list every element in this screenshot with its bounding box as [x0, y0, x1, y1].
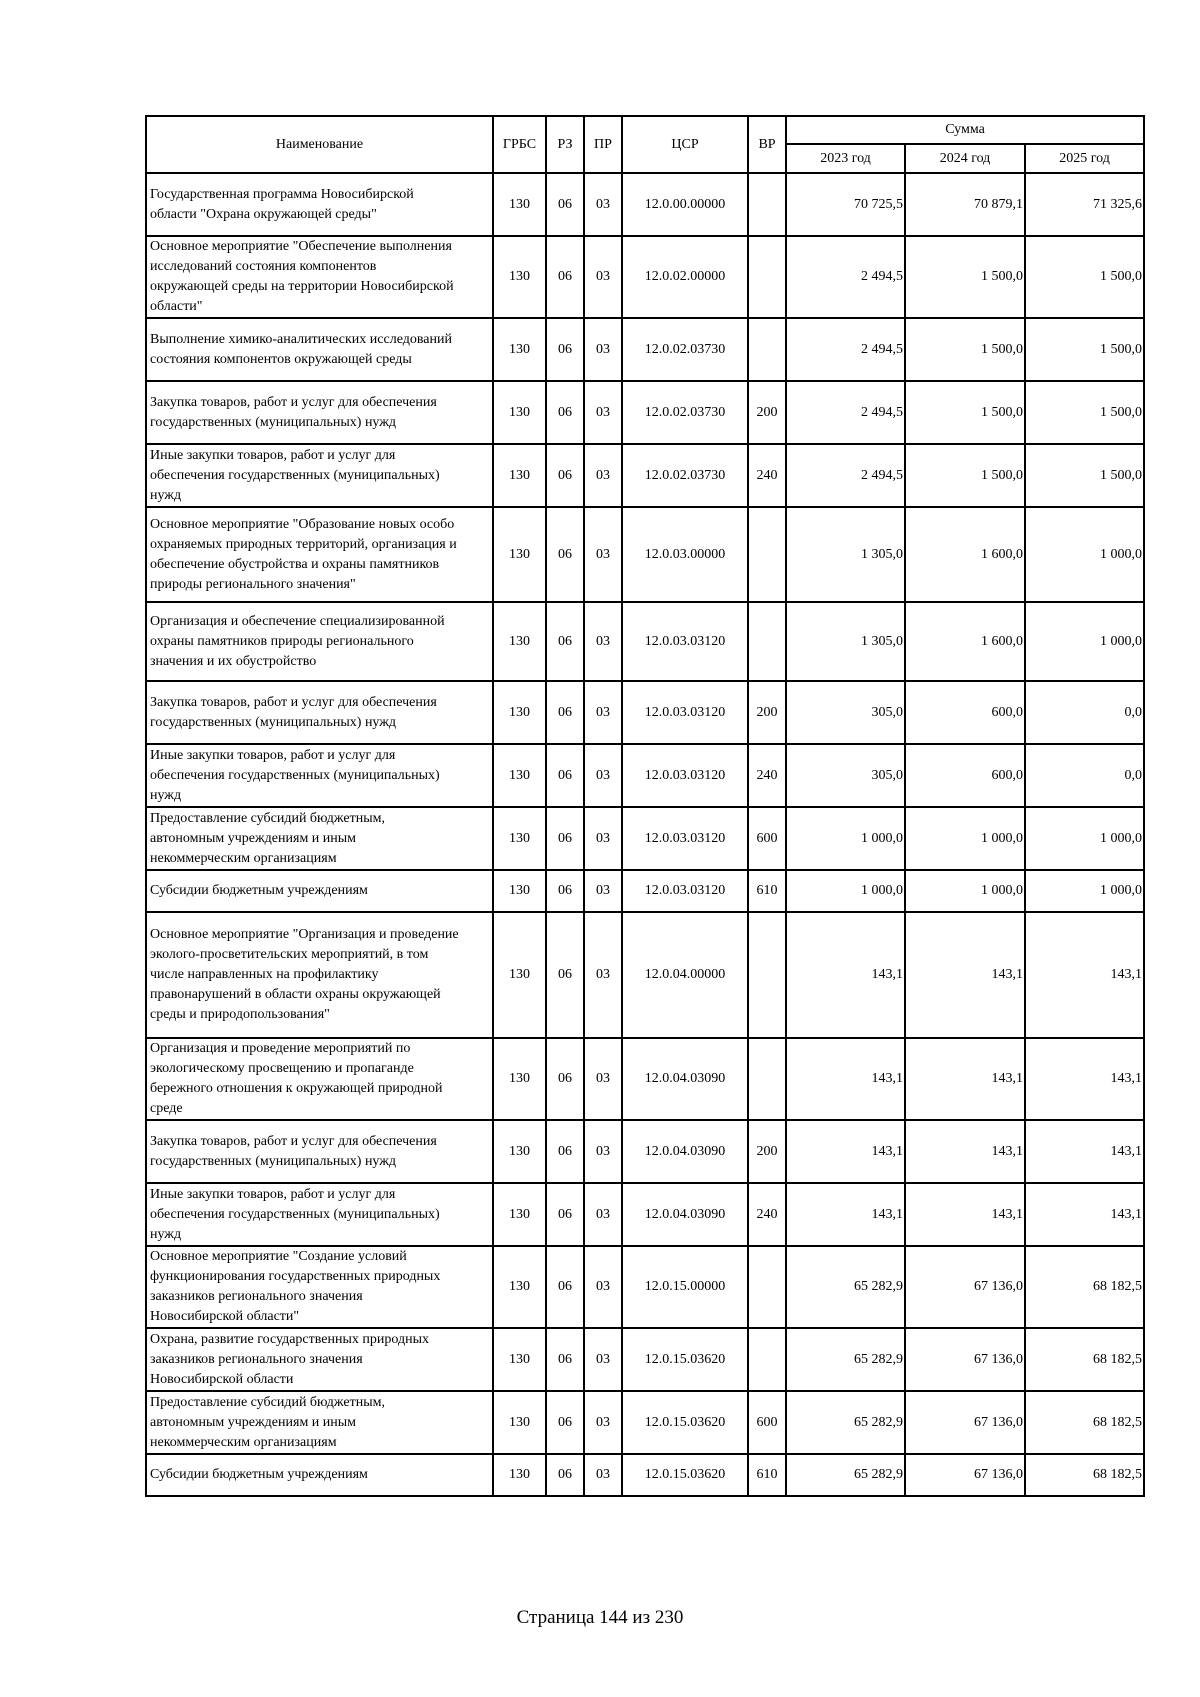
row-sum-2023: 65 282,9 [786, 1246, 905, 1328]
row-csr: 12.0.15.03620 [622, 1391, 748, 1454]
row-sum-2023: 143,1 [786, 1120, 905, 1183]
row-csr: 12.0.04.03090 [622, 1120, 748, 1183]
header-year-2023: 2023 год [786, 144, 905, 173]
row-rz: 06 [546, 1120, 584, 1183]
row-pr: 03 [584, 1454, 622, 1496]
row-vr [748, 1038, 786, 1120]
row-vr [748, 1328, 786, 1391]
row-sum-2025: 0,0 [1025, 744, 1144, 807]
row-sum-2024: 67 136,0 [905, 1328, 1025, 1391]
row-sum-2024: 1 600,0 [905, 602, 1025, 681]
row-name: Субсидии бюджетным учреждениям [146, 870, 493, 912]
table-row [146, 681, 1144, 744]
table-row [146, 1328, 1144, 1391]
row-rz: 06 [546, 807, 584, 870]
row-sum-2025: 68 182,5 [1025, 1454, 1144, 1496]
row-name: Закупка товаров, работ и услуг для обеспечения государственных (муниципальных) нужд [146, 381, 493, 444]
row-rz: 06 [546, 444, 584, 507]
row-rz: 06 [546, 1183, 584, 1246]
row-grbs: 130 [493, 912, 546, 1038]
row-vr: 200 [748, 681, 786, 744]
row-sum-2025: 1 500,0 [1025, 318, 1144, 381]
row-csr: 12.0.15.03620 [622, 1454, 748, 1496]
row-sum-2023: 1 305,0 [786, 507, 905, 602]
row-vr: 600 [748, 1391, 786, 1454]
row-csr: 12.0.15.03620 [622, 1328, 748, 1391]
row-vr: 200 [748, 1120, 786, 1183]
table-row [146, 870, 1144, 912]
row-pr: 03 [584, 602, 622, 681]
row-csr: 12.0.02.03730 [622, 318, 748, 381]
row-pr: 03 [584, 807, 622, 870]
row-vr: 610 [748, 1454, 786, 1496]
row-sum-2025: 68 182,5 [1025, 1328, 1144, 1391]
row-sum-2024: 1 000,0 [905, 870, 1025, 912]
table-row [146, 318, 1144, 381]
row-sum-2023: 2 494,5 [786, 318, 905, 381]
row-sum-2025: 1 000,0 [1025, 602, 1144, 681]
row-csr: 12.0.04.03090 [622, 1183, 748, 1246]
row-grbs: 130 [493, 602, 546, 681]
row-rz: 06 [546, 1454, 584, 1496]
row-grbs: 130 [493, 681, 546, 744]
row-grbs: 130 [493, 1120, 546, 1183]
row-vr [748, 318, 786, 381]
row-pr: 03 [584, 444, 622, 507]
row-vr [748, 173, 786, 236]
row-name: Закупка товаров, работ и услуг для обеспечения государственных (муниципальных) нужд [146, 1120, 493, 1183]
row-csr: 12.0.02.03730 [622, 444, 748, 507]
row-vr [748, 602, 786, 681]
row-pr: 03 [584, 173, 622, 236]
row-name: Основное мероприятие "Образование новых особо охраняемых природных территорий, организация и обеспечение обустройства и охраны памятников природы регионального значения" [146, 507, 493, 602]
row-sum-2023: 2 494,5 [786, 444, 905, 507]
row-sum-2023: 143,1 [786, 1038, 905, 1120]
row-name: Закупка товаров, работ и услуг для обеспечения государственных (муниципальных) нужд [146, 681, 493, 744]
row-sum-2025: 143,1 [1025, 1038, 1144, 1120]
row-rz: 06 [546, 318, 584, 381]
row-rz: 06 [546, 1328, 584, 1391]
row-sum-2025: 1 000,0 [1025, 507, 1144, 602]
row-sum-2024: 1 500,0 [905, 318, 1025, 381]
row-rz: 06 [546, 507, 584, 602]
table-row [146, 1183, 1144, 1246]
row-grbs: 130 [493, 1038, 546, 1120]
row-rz: 06 [546, 1038, 584, 1120]
row-sum-2023: 2 494,5 [786, 236, 905, 318]
row-vr [748, 236, 786, 318]
row-name: Основное мероприятие "Обеспечение выполнения исследований состояния компонентов окружающей среды на территории Новосибирской области" [146, 236, 493, 318]
row-sum-2023: 305,0 [786, 744, 905, 807]
row-sum-2025: 1 500,0 [1025, 381, 1144, 444]
row-pr: 03 [584, 870, 622, 912]
row-csr: 12.0.02.00000 [622, 236, 748, 318]
row-sum-2023: 143,1 [786, 1183, 905, 1246]
row-rz: 06 [546, 1246, 584, 1328]
header-row-top [146, 116, 1144, 144]
row-pr: 03 [584, 744, 622, 807]
header-pr: ПР [584, 116, 622, 173]
row-csr: 12.0.03.03120 [622, 807, 748, 870]
row-name: Предоставление субсидий бюджетным, автономным учреждениям и иным некоммерческим организациям [146, 1391, 493, 1454]
header-sum: Сумма [786, 116, 1144, 144]
row-sum-2023: 65 282,9 [786, 1328, 905, 1391]
row-csr: 12.0.02.03730 [622, 381, 748, 444]
row-csr: 12.0.04.00000 [622, 912, 748, 1038]
row-sum-2024: 1 500,0 [905, 236, 1025, 318]
row-vr: 240 [748, 744, 786, 807]
row-rz: 06 [546, 744, 584, 807]
row-name: Основное мероприятие "Организация и проведение эколого-просветительских мероприятий, в том числе направленных на профилактику правонарушений в области охраны окружающей среды и природопользования" [146, 912, 493, 1038]
row-vr: 610 [748, 870, 786, 912]
table-row [146, 444, 1144, 507]
row-grbs: 130 [493, 381, 546, 444]
row-grbs: 130 [493, 444, 546, 507]
row-pr: 03 [584, 318, 622, 381]
row-vr: 200 [748, 381, 786, 444]
row-sum-2023: 305,0 [786, 681, 905, 744]
budget-table [145, 115, 1145, 1497]
row-sum-2024: 1 600,0 [905, 507, 1025, 602]
row-grbs: 130 [493, 507, 546, 602]
header-grbs: ГРБС [493, 116, 546, 173]
row-sum-2025: 143,1 [1025, 912, 1144, 1038]
table-row [146, 602, 1144, 681]
row-sum-2024: 67 136,0 [905, 1391, 1025, 1454]
row-sum-2024: 1 500,0 [905, 381, 1025, 444]
table-row [146, 807, 1144, 870]
row-csr: 12.0.03.03120 [622, 681, 748, 744]
row-sum-2025: 1 500,0 [1025, 236, 1144, 318]
row-sum-2025: 71 325,6 [1025, 173, 1144, 236]
row-csr: 12.0.04.03090 [622, 1038, 748, 1120]
row-vr [748, 507, 786, 602]
row-grbs: 130 [493, 1246, 546, 1328]
row-sum-2025: 1 000,0 [1025, 807, 1144, 870]
table-row [146, 744, 1144, 807]
row-sum-2023: 1 000,0 [786, 807, 905, 870]
row-sum-2025: 1 500,0 [1025, 444, 1144, 507]
row-rz: 06 [546, 381, 584, 444]
row-pr: 03 [584, 1183, 622, 1246]
row-sum-2025: 1 000,0 [1025, 870, 1144, 912]
row-name: Организация и проведение мероприятий по экологическому просвещению и пропаганде бережного отношения к окружающей природной среде [146, 1038, 493, 1120]
table-row [146, 381, 1144, 444]
row-name: Основное мероприятие "Создание условий функционирования государственных природных заказников регионального значения Новосибирской области" [146, 1246, 493, 1328]
row-pr: 03 [584, 507, 622, 602]
table-row [146, 912, 1144, 1038]
row-name: Организация и обеспечение специализированной охраны памятников природы регионального значения и их обустройство [146, 602, 493, 681]
row-name: Иные закупки товаров, работ и услуг для обеспечения государственных (муниципальных) нужд [146, 444, 493, 507]
row-grbs: 130 [493, 1328, 546, 1391]
row-pr: 03 [584, 1391, 622, 1454]
row-grbs: 130 [493, 318, 546, 381]
row-sum-2024: 1 000,0 [905, 807, 1025, 870]
row-sum-2024: 143,1 [905, 1183, 1025, 1246]
row-sum-2024: 143,1 [905, 1038, 1025, 1120]
table-row [146, 1246, 1144, 1328]
table-row [146, 507, 1144, 602]
page-number: Страница 144 из 230 [516, 1607, 684, 1628]
row-sum-2023: 2 494,5 [786, 381, 905, 444]
row-rz: 06 [546, 236, 584, 318]
row-sum-2023: 65 282,9 [786, 1391, 905, 1454]
row-csr: 12.0.03.00000 [622, 507, 748, 602]
row-pr: 03 [584, 1246, 622, 1328]
row-grbs: 130 [493, 870, 546, 912]
row-sum-2024: 143,1 [905, 912, 1025, 1038]
row-vr [748, 912, 786, 1038]
header-year-2025: 2025 год [1025, 144, 1144, 173]
row-name: Иные закупки товаров, работ и услуг для обеспечения государственных (муниципальных) нужд [146, 1183, 493, 1246]
row-sum-2025: 0,0 [1025, 681, 1144, 744]
row-pr: 03 [584, 1328, 622, 1391]
row-name: Субсидии бюджетным учреждениям [146, 1454, 493, 1496]
row-sum-2025: 143,1 [1025, 1120, 1144, 1183]
header-rz: РЗ [546, 116, 584, 173]
table-row [146, 1038, 1144, 1120]
row-sum-2023: 65 282,9 [786, 1454, 905, 1496]
header-name: Наименование [146, 116, 493, 173]
row-csr: 12.0.15.00000 [622, 1246, 748, 1328]
table-row [146, 1454, 1144, 1496]
row-sum-2024: 1 500,0 [905, 444, 1025, 507]
row-pr: 03 [584, 381, 622, 444]
row-vr: 240 [748, 1183, 786, 1246]
row-pr: 03 [584, 912, 622, 1038]
row-sum-2025: 143,1 [1025, 1183, 1144, 1246]
header-csr: ЦСР [622, 116, 748, 173]
table-row [146, 173, 1144, 236]
table-row [146, 1391, 1144, 1454]
row-grbs: 130 [493, 1183, 546, 1246]
row-sum-2024: 70 879,1 [905, 173, 1025, 236]
row-sum-2024: 600,0 [905, 744, 1025, 807]
row-pr: 03 [584, 681, 622, 744]
row-csr: 12.0.00.00000 [622, 173, 748, 236]
row-sum-2023: 143,1 [786, 912, 905, 1038]
header-year-2024: 2024 год [905, 144, 1025, 173]
row-name: Предоставление субсидий бюджетным, автономным учреждениям и иным некоммерческим организациям [146, 807, 493, 870]
row-pr: 03 [584, 1120, 622, 1183]
row-name: Охрана, развитие государственных природных заказников регионального значения Новосибирской области [146, 1328, 493, 1391]
row-rz: 06 [546, 1391, 584, 1454]
row-grbs: 130 [493, 236, 546, 318]
row-sum-2023: 1 000,0 [786, 870, 905, 912]
row-rz: 06 [546, 912, 584, 1038]
row-pr: 03 [584, 1038, 622, 1120]
row-sum-2024: 600,0 [905, 681, 1025, 744]
row-pr: 03 [584, 236, 622, 318]
row-grbs: 130 [493, 744, 546, 807]
row-rz: 06 [546, 681, 584, 744]
row-name: Государственная программа Новосибирской области "Охрана окружающей среды" [146, 173, 493, 236]
row-sum-2023: 1 305,0 [786, 602, 905, 681]
row-rz: 06 [546, 870, 584, 912]
row-grbs: 130 [493, 1454, 546, 1496]
table-row [146, 236, 1144, 318]
row-name: Выполнение химико-аналитических исследований состояния компонентов окружающей среды [146, 318, 493, 381]
header-vr: ВР [748, 116, 786, 173]
row-rz: 06 [546, 602, 584, 681]
row-csr: 12.0.03.03120 [622, 744, 748, 807]
row-sum-2023: 70 725,5 [786, 173, 905, 236]
row-csr: 12.0.03.03120 [622, 602, 748, 681]
row-rz: 06 [546, 173, 584, 236]
table-body [146, 173, 1144, 1496]
row-grbs: 130 [493, 1391, 546, 1454]
row-grbs: 130 [493, 173, 546, 236]
table-row [146, 1120, 1144, 1183]
row-grbs: 130 [493, 807, 546, 870]
row-name: Иные закупки товаров, работ и услуг для обеспечения государственных (муниципальных) нужд [146, 744, 493, 807]
row-sum-2025: 68 182,5 [1025, 1246, 1144, 1328]
row-vr: 240 [748, 444, 786, 507]
row-sum-2024: 67 136,0 [905, 1246, 1025, 1328]
row-vr [748, 1246, 786, 1328]
row-csr: 12.0.03.03120 [622, 870, 748, 912]
row-vr: 600 [748, 807, 786, 870]
row-sum-2025: 68 182,5 [1025, 1391, 1144, 1454]
row-sum-2024: 67 136,0 [905, 1454, 1025, 1496]
row-sum-2024: 143,1 [905, 1120, 1025, 1183]
